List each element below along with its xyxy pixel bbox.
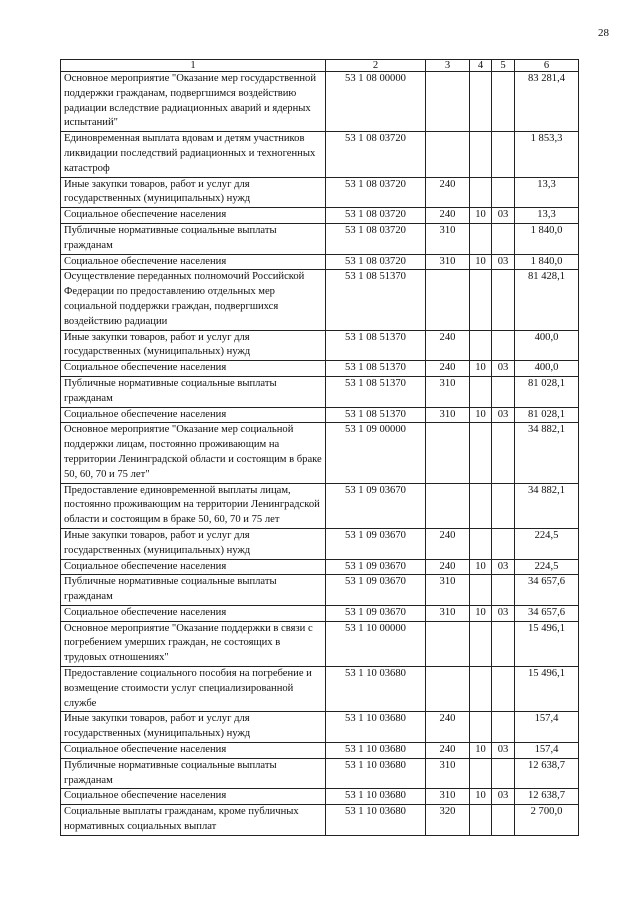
row-subsection-cell: [492, 621, 515, 666]
row-code-cell: 53 1 08 03720: [326, 132, 426, 177]
row-code-cell: 53 1 10 03680: [326, 712, 426, 743]
row-sum-cell: 12 638,7: [515, 789, 579, 805]
row-sum-cell: 2 700,0: [515, 805, 579, 836]
row-code-cell: 53 1 08 00000: [326, 72, 426, 132]
row-subsection-cell: [492, 667, 515, 712]
column-header-1: 1: [61, 60, 326, 72]
row-name-cell: Основное мероприятие "Оказание мер государственной поддержки гражданам, подвергшимся воздействию радиации вследствие радиационных аварий и ядерных испытаний": [61, 72, 326, 132]
table-header-row: [61, 60, 579, 72]
row-name-cell: Публичные нормативные социальные выплаты гражданам: [61, 575, 326, 606]
row-code-cell: 53 1 10 03680: [326, 789, 426, 805]
row-section-cell: [470, 575, 492, 606]
row-expense-type-cell: 310: [426, 223, 470, 254]
row-sum-cell: 81 428,1: [515, 270, 579, 330]
row-section-cell: [470, 667, 492, 712]
table-body: [61, 72, 579, 836]
row-code-cell: 53 1 08 03720: [326, 208, 426, 224]
row-sum-cell: 13,3: [515, 208, 579, 224]
row-subsection-cell: 03: [492, 743, 515, 759]
row-sum-cell: 12 638,7: [515, 758, 579, 789]
row-expense-type-cell: 310: [426, 758, 470, 789]
row-subsection-cell: [492, 72, 515, 132]
row-subsection-cell: [492, 270, 515, 330]
row-code-cell: 53 1 10 03680: [326, 667, 426, 712]
row-code-cell: 53 1 08 51370: [326, 270, 426, 330]
row-expense-type-cell: 240: [426, 361, 470, 377]
row-sum-cell: 224,5: [515, 559, 579, 575]
column-header-2: 2: [326, 60, 426, 72]
row-code-cell: 53 1 09 03670: [326, 575, 426, 606]
table-row: [61, 423, 579, 483]
row-name-cell: Основное мероприятие "Оказание мер социальной поддержки лицам, постоянно проживающим на территории Ленинградской области и состоящим в браке 50, 60, 70 и 75 лет": [61, 423, 326, 483]
row-sum-cell: 81 028,1: [515, 376, 579, 407]
row-expense-type-cell: 310: [426, 376, 470, 407]
table-row: [61, 758, 579, 789]
row-section-cell: [470, 621, 492, 666]
row-sum-cell: 81 028,1: [515, 407, 579, 423]
row-section-cell: [470, 483, 492, 528]
row-sum-cell: 13,3: [515, 177, 579, 208]
row-code-cell: 53 1 10 03680: [326, 805, 426, 836]
row-name-cell: Социальное обеспечение населения: [61, 789, 326, 805]
row-subsection-cell: 03: [492, 208, 515, 224]
table-row: [61, 559, 579, 575]
row-name-cell: Иные закупки товаров, работ и услуг для государственных (муниципальных) нужд: [61, 330, 326, 361]
table-row: [61, 132, 579, 177]
row-code-cell: 53 1 08 03720: [326, 254, 426, 270]
row-expense-type-cell: 240: [426, 528, 470, 559]
row-name-cell: Основное мероприятие "Оказание поддержки в связи с погребением умерших граждан, не состоящих в трудовых отношениях": [61, 621, 326, 666]
table-row: [61, 712, 579, 743]
table-row: [61, 223, 579, 254]
row-code-cell: 53 1 08 51370: [326, 376, 426, 407]
table-row: [61, 789, 579, 805]
table-row: [61, 330, 579, 361]
row-sum-cell: 400,0: [515, 361, 579, 377]
row-expense-type-cell: [426, 483, 470, 528]
row-subsection-cell: [492, 223, 515, 254]
row-subsection-cell: 03: [492, 605, 515, 621]
row-section-cell: [470, 177, 492, 208]
row-subsection-cell: [492, 376, 515, 407]
row-name-cell: Социальные выплаты гражданам, кроме публичных нормативных социальных выплат: [61, 805, 326, 836]
row-section-cell: 10: [470, 605, 492, 621]
row-expense-type-cell: [426, 132, 470, 177]
row-subsection-cell: [492, 483, 515, 528]
row-subsection-cell: 03: [492, 361, 515, 377]
column-header-6: 6: [515, 60, 579, 72]
row-subsection-cell: [492, 575, 515, 606]
row-expense-type-cell: 320: [426, 805, 470, 836]
row-subsection-cell: [492, 423, 515, 483]
table-row: [61, 575, 579, 606]
table-row: [61, 621, 579, 666]
row-sum-cell: 400,0: [515, 330, 579, 361]
row-sum-cell: 15 496,1: [515, 621, 579, 666]
table-row: [61, 667, 579, 712]
row-code-cell: 53 1 08 03720: [326, 177, 426, 208]
row-section-cell: [470, 330, 492, 361]
row-name-cell: Социальное обеспечение населения: [61, 407, 326, 423]
row-code-cell: 53 1 09 03670: [326, 483, 426, 528]
row-subsection-cell: 03: [492, 407, 515, 423]
row-subsection-cell: [492, 177, 515, 208]
row-expense-type-cell: [426, 72, 470, 132]
row-subsection-cell: [492, 330, 515, 361]
row-name-cell: Социальное обеспечение населения: [61, 254, 326, 270]
row-name-cell: Осуществление переданных полномочий Российской Федерации по предоставлению отдельных мер социальной поддержки граждан, подвергшихся воздействию радиации: [61, 270, 326, 330]
row-section-cell: [470, 270, 492, 330]
row-name-cell: Публичные нормативные социальные выплаты гражданам: [61, 223, 326, 254]
row-section-cell: [470, 423, 492, 483]
row-expense-type-cell: 310: [426, 789, 470, 805]
row-sum-cell: 34 657,6: [515, 575, 579, 606]
table-row: [61, 208, 579, 224]
row-expense-type-cell: 240: [426, 208, 470, 224]
table-row: [61, 528, 579, 559]
table-row: [61, 743, 579, 759]
row-section-cell: [470, 528, 492, 559]
row-name-cell: Публичные нормативные социальные выплаты гражданам: [61, 376, 326, 407]
row-subsection-cell: [492, 805, 515, 836]
row-sum-cell: 1 840,0: [515, 254, 579, 270]
row-sum-cell: 34 882,1: [515, 423, 579, 483]
row-code-cell: 53 1 10 03680: [326, 743, 426, 759]
row-expense-type-cell: [426, 423, 470, 483]
row-expense-type-cell: 310: [426, 407, 470, 423]
row-subsection-cell: [492, 132, 515, 177]
row-sum-cell: 157,4: [515, 743, 579, 759]
row-expense-type-cell: 310: [426, 254, 470, 270]
row-name-cell: Социальное обеспечение населения: [61, 605, 326, 621]
row-expense-type-cell: 310: [426, 605, 470, 621]
row-subsection-cell: 03: [492, 254, 515, 270]
row-section-cell: 10: [470, 208, 492, 224]
row-name-cell: Социальное обеспечение населения: [61, 743, 326, 759]
row-sum-cell: 34 882,1: [515, 483, 579, 528]
table-row: [61, 407, 579, 423]
table-row: [61, 483, 579, 528]
row-subsection-cell: [492, 712, 515, 743]
row-section-cell: [470, 712, 492, 743]
row-name-cell: Социальное обеспечение населения: [61, 361, 326, 377]
column-header-4: 4: [470, 60, 492, 72]
row-sum-cell: 1 853,3: [515, 132, 579, 177]
table-row: [61, 361, 579, 377]
row-code-cell: 53 1 09 00000: [326, 423, 426, 483]
row-section-cell: [470, 376, 492, 407]
row-expense-type-cell: 310: [426, 575, 470, 606]
row-section-cell: [470, 132, 492, 177]
row-name-cell: Предоставление единовременной выплаты лицам, постоянно проживающим на территории Ленинградской области и состоящим в браке 50, 60, 70 и 75 лет: [61, 483, 326, 528]
row-expense-type-cell: [426, 667, 470, 712]
table-row: [61, 270, 579, 330]
row-code-cell: 53 1 08 51370: [326, 330, 426, 361]
row-section-cell: [470, 72, 492, 132]
row-section-cell: 10: [470, 743, 492, 759]
row-sum-cell: 1 840,0: [515, 223, 579, 254]
table-row: [61, 376, 579, 407]
row-code-cell: 53 1 10 00000: [326, 621, 426, 666]
row-expense-type-cell: 240: [426, 712, 470, 743]
table-row: [61, 805, 579, 836]
table-row: [61, 177, 579, 208]
row-sum-cell: 224,5: [515, 528, 579, 559]
row-section-cell: 10: [470, 559, 492, 575]
row-code-cell: 53 1 09 03670: [326, 559, 426, 575]
table-row: [61, 605, 579, 621]
row-code-cell: 53 1 09 03670: [326, 528, 426, 559]
row-section-cell: [470, 223, 492, 254]
row-code-cell: 53 1 09 03670: [326, 605, 426, 621]
row-sum-cell: 15 496,1: [515, 667, 579, 712]
column-header-5: 5: [492, 60, 515, 72]
row-subsection-cell: 03: [492, 789, 515, 805]
row-subsection-cell: [492, 528, 515, 559]
row-name-cell: Иные закупки товаров, работ и услуг для государственных (муниципальных) нужд: [61, 177, 326, 208]
row-expense-type-cell: 240: [426, 177, 470, 208]
row-name-cell: Иные закупки товаров, работ и услуг для государственных (муниципальных) нужд: [61, 528, 326, 559]
row-expense-type-cell: 240: [426, 743, 470, 759]
row-code-cell: 53 1 08 51370: [326, 407, 426, 423]
row-expense-type-cell: 240: [426, 559, 470, 575]
row-expense-type-cell: 240: [426, 330, 470, 361]
page-number: 28: [598, 27, 609, 39]
row-subsection-cell: 03: [492, 559, 515, 575]
row-subsection-cell: [492, 758, 515, 789]
row-sum-cell: 34 657,6: [515, 605, 579, 621]
row-expense-type-cell: [426, 270, 470, 330]
row-expense-type-cell: [426, 621, 470, 666]
row-name-cell: Публичные нормативные социальные выплаты гражданам: [61, 758, 326, 789]
row-name-cell: Иные закупки товаров, работ и услуг для государственных (муниципальных) нужд: [61, 712, 326, 743]
budget-table: [60, 59, 579, 836]
row-code-cell: 53 1 08 03720: [326, 223, 426, 254]
row-name-cell: Социальное обеспечение населения: [61, 208, 326, 224]
row-section-cell: 10: [470, 254, 492, 270]
row-name-cell: Социальное обеспечение населения: [61, 559, 326, 575]
table-row: [61, 72, 579, 132]
row-section-cell: [470, 805, 492, 836]
row-section-cell: 10: [470, 789, 492, 805]
row-section-cell: 10: [470, 361, 492, 377]
row-sum-cell: 83 281,4: [515, 72, 579, 132]
row-code-cell: 53 1 10 03680: [326, 758, 426, 789]
row-sum-cell: 157,4: [515, 712, 579, 743]
row-section-cell: 10: [470, 407, 492, 423]
row-name-cell: Предоставление социального пособия на погребение и возмещение стоимости услуг специализированной службе: [61, 667, 326, 712]
row-section-cell: [470, 758, 492, 789]
column-header-3: 3: [426, 60, 470, 72]
table-row: [61, 254, 579, 270]
row-code-cell: 53 1 08 51370: [326, 361, 426, 377]
row-name-cell: Единовременная выплата вдовам и детям участников ликвидации последствий радиационных и техногенных катастроф: [61, 132, 326, 177]
